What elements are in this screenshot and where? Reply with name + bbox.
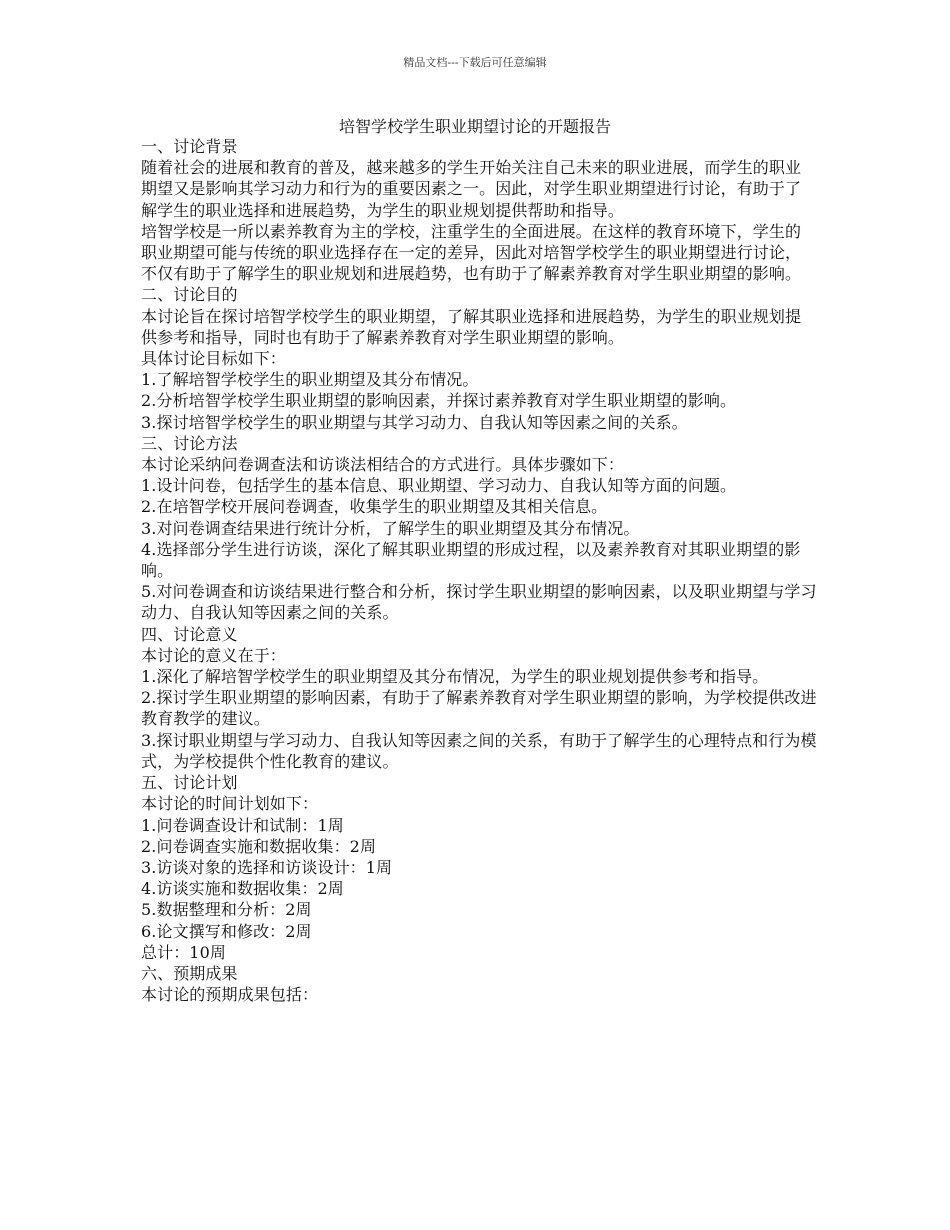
section-heading-background: 一、讨论背景 [141, 137, 238, 156]
list-item-method-1: 1.设计问卷，包括学生的基本信息、职业期望、学习动力、自我认知等方面的问题。 [141, 476, 737, 496]
section-heading-plan: 五、讨论计划 [141, 773, 238, 793]
paragraph-background-1: 随着社会的进展和教育的普及，越来越多的学生开始关注自己未来的职业进展，而学生的职业期望又是影响其学习动力和行为的重要因素之一。因此，对学生职业期望进行讨论，有助于了解学生的职业选择和进展趋势，为学生的职业规划提供帮助和指导。 [141, 158, 802, 220]
page-header-watermark: 精品文档---下载后可任意编辑 [403, 56, 547, 69]
list-item-method-5: 5.对问卷调查和访谈结果进行整合和分析，探讨学生职业期望的影响因素，以及职业期望与学习动力、自我认知等因素之间的关系。 [141, 582, 817, 623]
paragraph-method-intro: 本讨论采纳问卷调查法和访谈法相结合的方式进行。具体步骤如下： [141, 455, 625, 475]
list-item-plan-3: 3.访谈对象的选择和访谈设计：1周 [141, 857, 393, 877]
list-item-significance-1: 1.深化了解培智学校学生的职业期望及其分布情况，为学生的职业规划提供参考和指导。 [141, 667, 769, 687]
list-item-plan-5: 5.数据整理和分析：2周 [141, 900, 312, 920]
paragraph-outcomes-intro: 本讨论的预期成果包括： [141, 985, 319, 1005]
paragraph-plan-intro: 本讨论的时间计划如下： [141, 794, 319, 814]
plan-total: 总计：10周 [141, 942, 226, 962]
paragraph-objectives-intro: 具体讨论目标如下： [141, 349, 286, 369]
section-heading-significance: 四、讨论意义 [141, 624, 238, 644]
list-item-plan-1: 1.问卷调查设计和试制：1周 [141, 815, 344, 835]
list-item-significance-2: 2.探讨学生职业期望的影响因素，有助于了解素养教育对学生职业期望的影响，为学校提供改进教育教学的建议。 [141, 688, 817, 729]
list-item-significance-3: 3.探讨职业期望与学习动力、自我认知等因素之间的关系，有助于了解学生的心理特点和行为模式，为学校提供个性化教育的建议。 [141, 730, 817, 771]
document-body [141, 136, 817, 1005]
section-heading-purpose: 二、讨论目的 [141, 285, 238, 305]
list-item-plan-4: 4.访谈实施和数据收集：2周 [141, 879, 344, 899]
section-heading-method: 三、讨论方法 [141, 433, 238, 453]
document-title: 培智学校学生职业期望讨论的开题报告 [338, 117, 611, 136]
list-item-method-3: 3.对问卷调查结果进行统计分析，了解学生的职业期望及其分布情况。 [141, 518, 640, 538]
paragraph-background-2: 培智学校是一所以素养教育为主的学校，注重学生的全面进展。在这样的教育环境下，学生的职业期望可能与传统的职业选择存在一定的差异，因此对培智学校学生的职业期望进行讨论，不仅有助于了解学生的职业规划和进展趋势，也有助于了解素养教育对学生职业期望的影响。 [141, 221, 802, 284]
list-item-plan-6: 6.论文撰写和修改：2周 [141, 921, 312, 941]
list-item-objective-1: 1.了解培智学校学生的职业期望及其分布情况。 [141, 370, 479, 390]
section-heading-outcomes: 六、预期成果 [141, 963, 238, 983]
paragraph-purpose: 本讨论旨在探讨培智学校学生的职业期望，了解其职业选择和进展趋势，为学生的职业规划提供参考和指导，同时也有助于了解素养教育对学生职业期望的影响。 [141, 306, 802, 347]
list-item-objective-2: 2.分析培智学校学生职业期望的影响因素，并探讨素养教育对学生职业期望的影响。 [141, 391, 737, 411]
list-item-method-4: 4.选择部分学生进行访谈，深化了解其职业期望的形成过程，以及素养教育对其职业期望的影响。 [141, 539, 801, 581]
paragraph-significance-intro: 本讨论的意义在于： [141, 645, 286, 665]
list-item-plan-2: 2.问卷调查实施和数据收集：2周 [141, 836, 377, 856]
list-item-objective-3: 3.探讨培智学校学生的职业期望与其学习动力、自我认知等因素之间的关系。 [141, 412, 688, 432]
list-item-method-2: 2.在培智学校开展问卷调查，收集学生的职业期望及其相关信息。 [141, 497, 608, 517]
